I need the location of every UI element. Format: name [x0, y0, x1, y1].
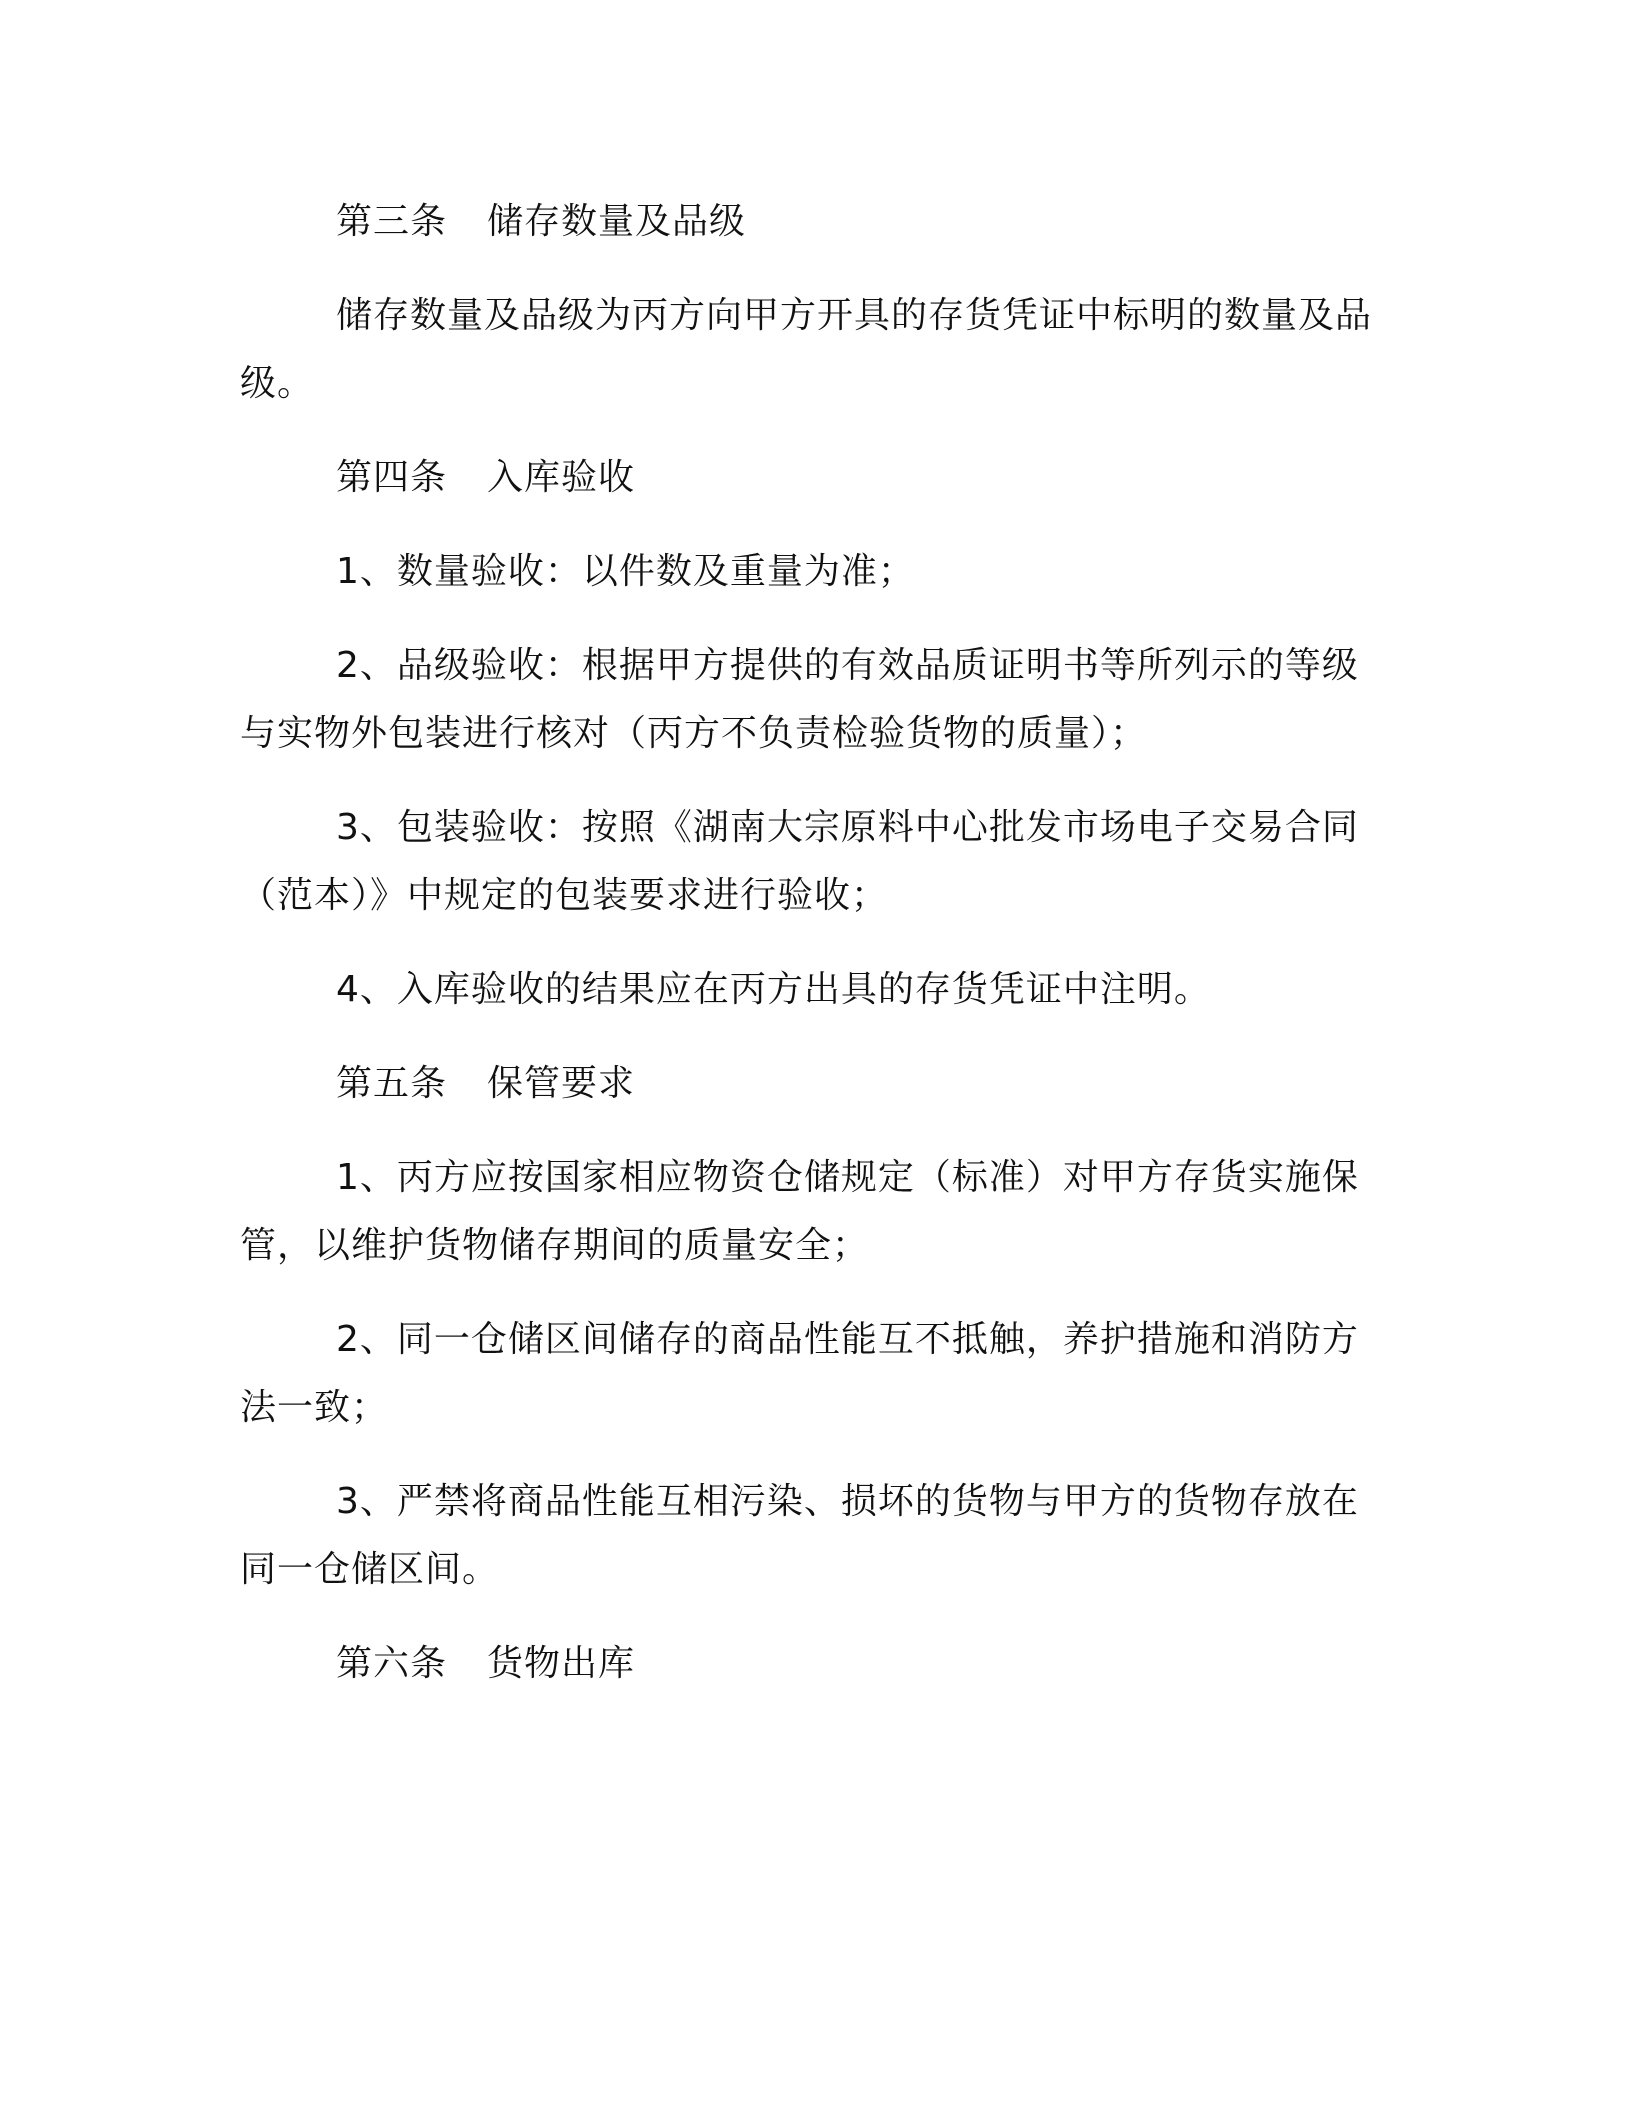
article-number: 第三条 — [336, 201, 448, 242]
article-title: 储存数量及品级 — [487, 201, 747, 242]
article-number: 第六条 — [336, 1643, 448, 1684]
article-title: 保管要求 — [487, 1063, 636, 1104]
paragraph: 3、包装验收：按照《湖南大宗原料中心批发市场电子交易合同（范本）》中规定的包装要求进行验收； — [240, 807, 1359, 916]
article-heading — [240, 1630, 1380, 1698]
paragraph: 1、丙方应按国家相应物资仓储规定（标准）对甲方存货实施保管，以维护货物储存期间的质量安全； — [240, 1157, 1359, 1266]
paragraph: 4、入库验收的结果应在丙方出具的存货凭证中注明。 — [336, 969, 1211, 1010]
article-number: 第四条 — [336, 457, 448, 498]
paragraph: 2、品级验收：根据甲方提供的有效品质证明书等所列示的等级与实物外包装进行核对（丙方不负责检验货物的质量）； — [240, 645, 1359, 754]
paragraph: 2、同一仓储区间储存的商品性能互不抵触，养护措施和消防方法一致； — [240, 1319, 1359, 1428]
paragraph: 储存数量及品级为丙方向甲方开具的存货凭证中标明的数量及品级。 — [240, 295, 1373, 404]
article-title: 货物出库 — [487, 1643, 636, 1684]
paragraph: 1、数量验收：以件数及重量为准； — [336, 551, 915, 592]
article-title: 入库验收 — [487, 457, 636, 498]
article-heading — [240, 188, 1380, 256]
document-body — [240, 188, 1380, 1724]
paragraph: 3、严禁将商品性能互相污染、损坏的货物与甲方的货物存放在同一仓储区间。 — [240, 1481, 1359, 1590]
article-heading — [240, 1050, 1380, 1118]
article-number: 第五条 — [336, 1063, 448, 1104]
article-heading — [240, 444, 1380, 512]
